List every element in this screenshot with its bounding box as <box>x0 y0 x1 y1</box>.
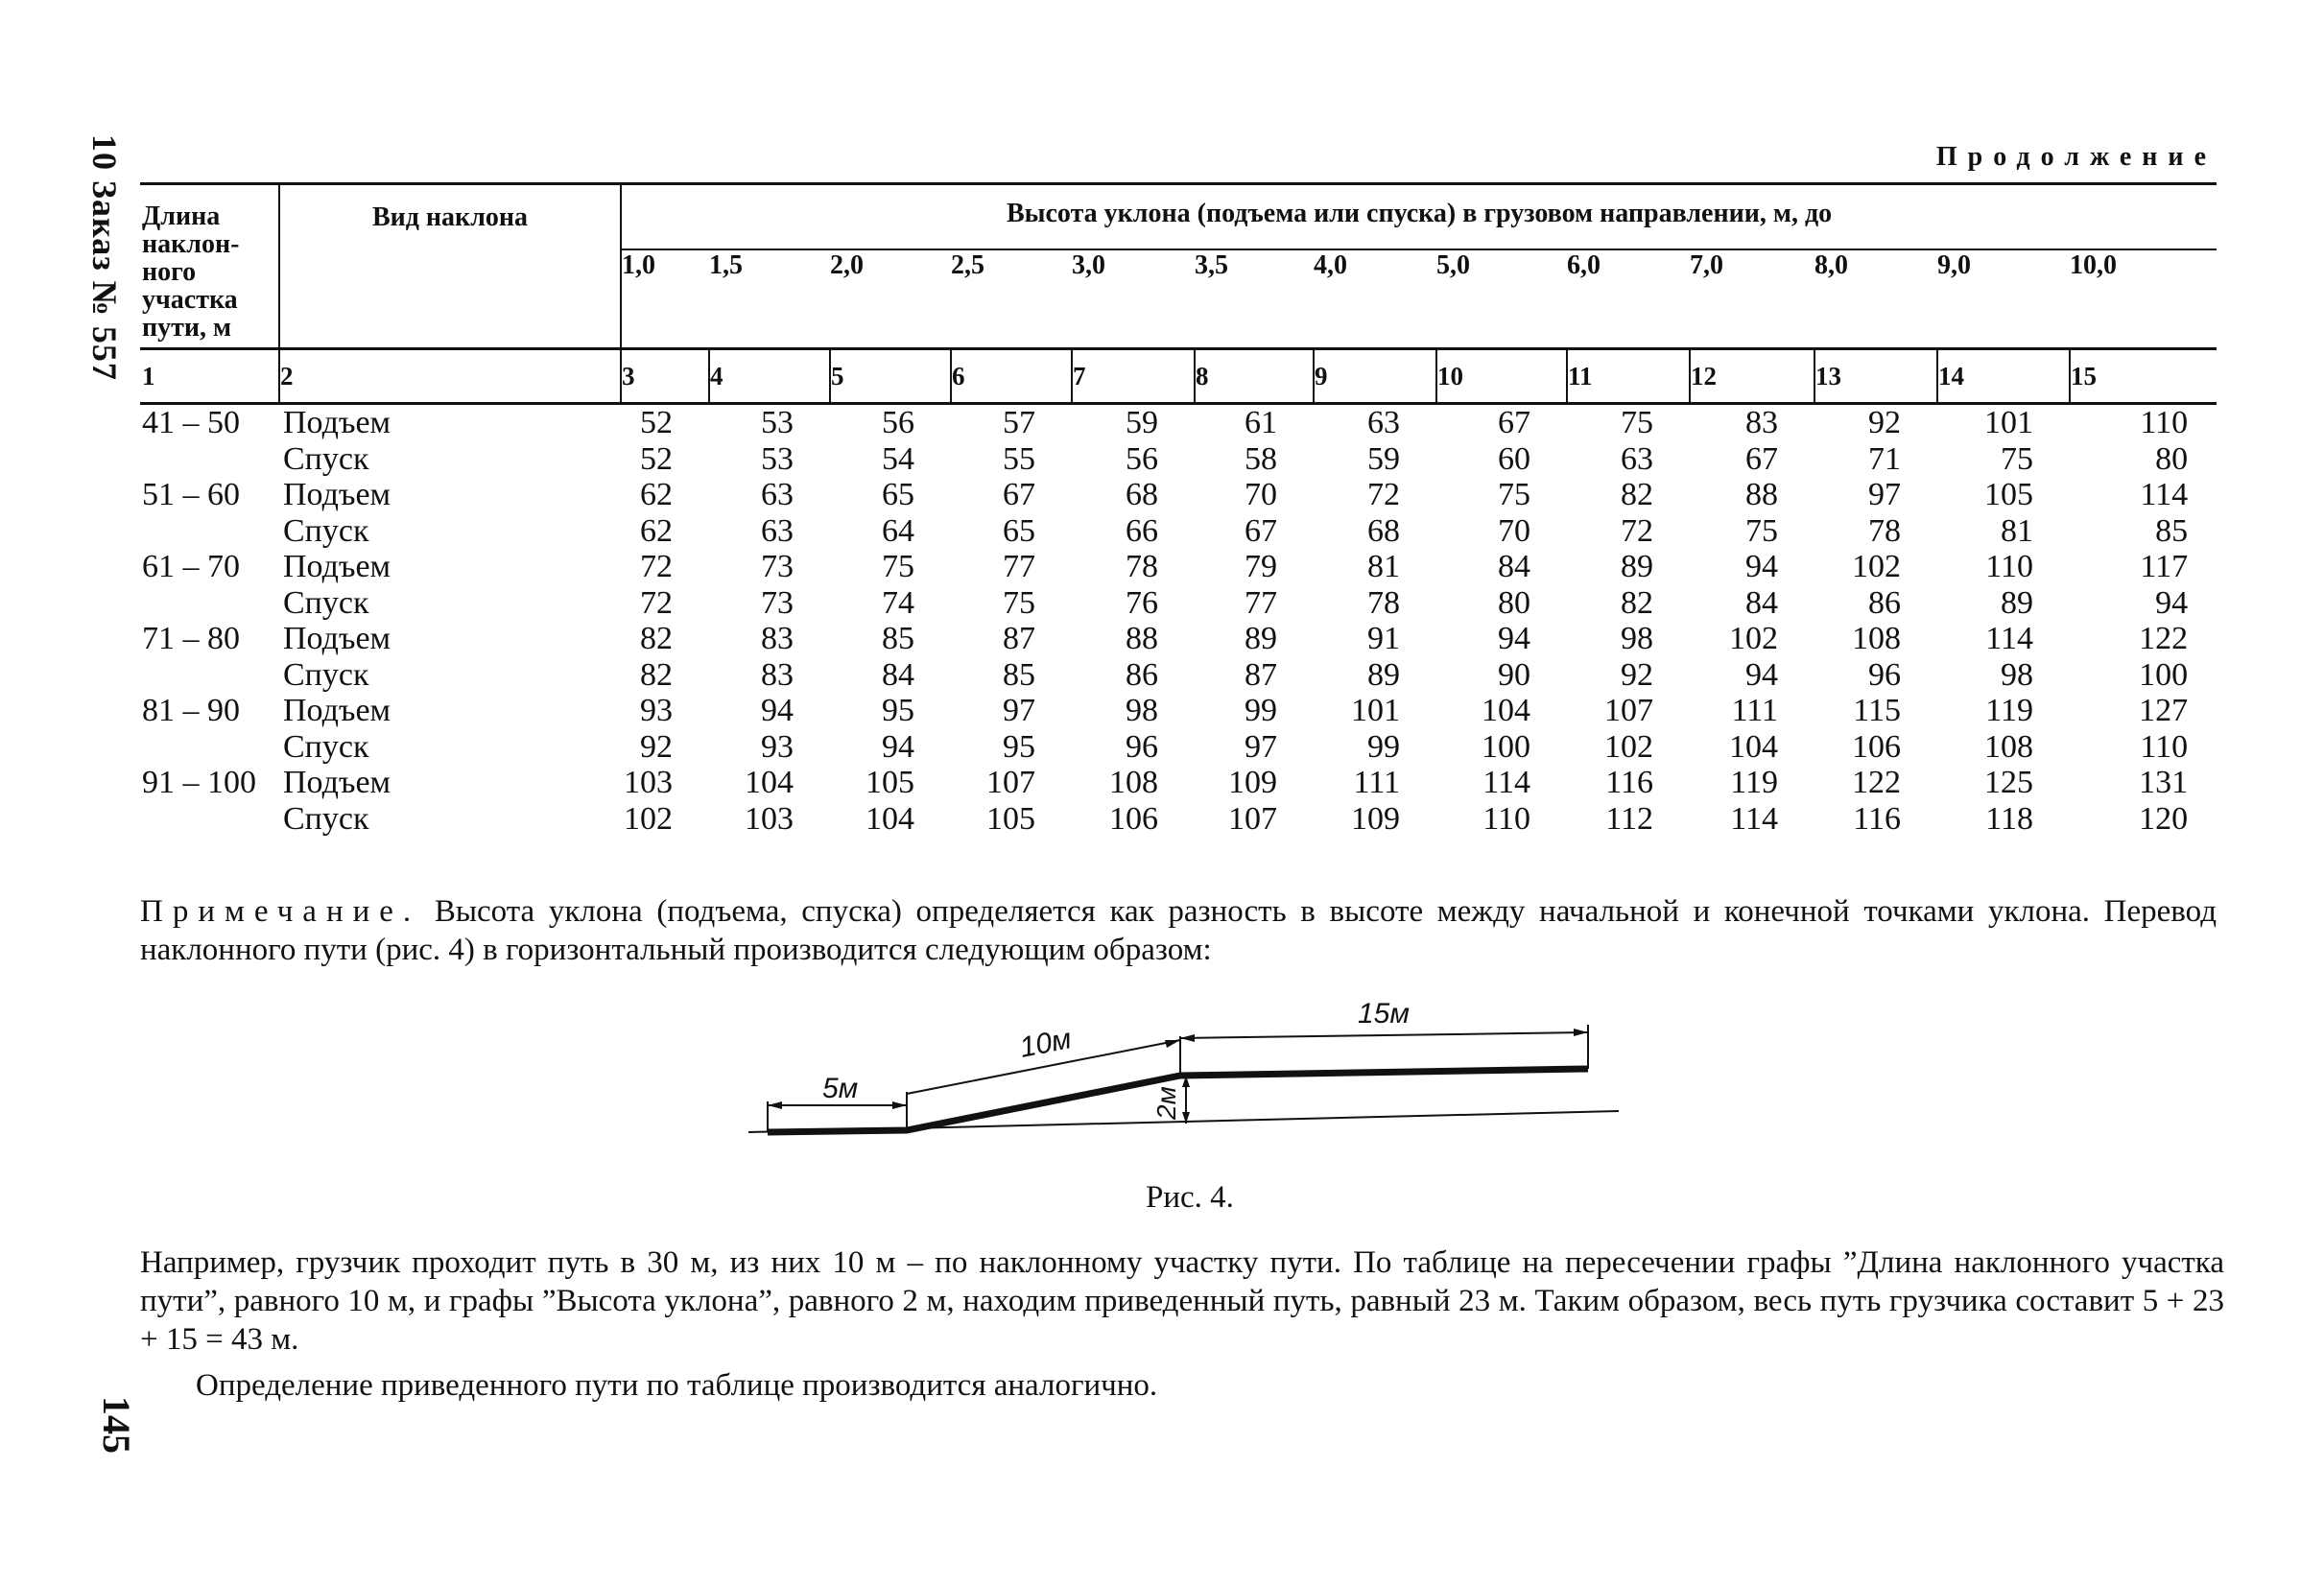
value-cell: 72 <box>1621 512 1653 549</box>
kind-cell: Подъем <box>283 477 391 512</box>
table-row <box>140 801 2217 838</box>
value-cell: 78 <box>1367 584 1400 621</box>
value-cell: 92 <box>1868 405 1901 440</box>
value-cell: 98 <box>1621 621 1653 656</box>
column-number: 6 <box>951 349 1072 404</box>
kind-cell: Спуск <box>283 440 369 477</box>
value-cell: 102 <box>1604 728 1653 765</box>
note-lead: Примечание. <box>140 894 421 929</box>
value-cell: 116 <box>1605 765 1653 800</box>
length-cell: 41 – 50 <box>142 405 240 440</box>
value-cell: 90 <box>1498 656 1530 693</box>
column-header-kind: Вид наклона <box>279 184 621 349</box>
value-cell: 85 <box>882 621 914 656</box>
kind-cell: Спуск <box>283 800 369 837</box>
kind-cell: Спуск <box>283 512 369 549</box>
value-cell: 79 <box>1245 549 1277 584</box>
value-cell: 73 <box>761 549 794 584</box>
column-number: 2 <box>279 349 621 404</box>
note <box>140 892 2217 969</box>
value-cell: 97 <box>1868 477 1901 512</box>
value-cell: 86 <box>1126 656 1158 693</box>
final-paragraph: Определение приведенного пути по таблице производится аналогично. <box>196 1368 1158 1403</box>
value-cell: 54 <box>882 440 914 477</box>
value-cell: 63 <box>1367 405 1400 440</box>
value-cell: 77 <box>1003 549 1035 584</box>
table-body <box>140 404 2217 838</box>
value-cell: 75 <box>1498 477 1530 512</box>
column-header-length: Длина наклон-ного участка пути, м <box>140 184 279 349</box>
value-cell: 65 <box>882 477 914 512</box>
value-cell: 107 <box>986 765 1035 800</box>
height-header: 2,5 <box>951 250 984 281</box>
value-cell: 116 <box>1853 800 1901 837</box>
value-cell: 66 <box>1126 512 1158 549</box>
value-cell: 68 <box>1126 477 1158 512</box>
value-cell: 72 <box>1367 477 1400 512</box>
value-cell: 110 <box>2140 728 2189 765</box>
value-cell: 99 <box>1367 728 1400 765</box>
value-cell: 94 <box>1745 549 1778 584</box>
value-cell: 95 <box>882 693 914 728</box>
table-row <box>140 585 2217 622</box>
kind-cell: Подъем <box>283 405 391 440</box>
value-cell: 77 <box>1245 584 1277 621</box>
value-cell: 94 <box>1745 656 1778 693</box>
value-cell: 82 <box>1621 584 1653 621</box>
value-cell: 80 <box>1498 584 1530 621</box>
label-15m: 15м <box>1358 998 1410 1030</box>
value-cell: 75 <box>1745 512 1778 549</box>
value-cell: 108 <box>1852 621 1901 656</box>
value-cell: 67 <box>1003 477 1035 512</box>
table-row <box>140 477 2217 513</box>
value-cell: 102 <box>1852 549 1901 584</box>
kind-cell: Спуск <box>283 584 369 621</box>
value-cell: 98 <box>2001 656 2033 693</box>
value-cell: 101 <box>1351 693 1400 728</box>
example-text <box>140 1243 2224 1405</box>
value-cell: 83 <box>761 656 794 693</box>
column-number: 13 <box>1814 349 1937 404</box>
label-10m: 10м <box>1017 1023 1075 1064</box>
column-number: 3 <box>621 349 709 404</box>
height-header: 3,0 <box>1072 250 1105 281</box>
value-cell: 110 <box>1482 800 1530 837</box>
value-cell: 114 <box>2140 477 2189 512</box>
value-cell: 71 <box>1868 440 1901 477</box>
value-cell: 125 <box>1984 765 2033 800</box>
value-cell: 70 <box>1245 477 1277 512</box>
value-cell: 122 <box>2139 621 2189 656</box>
value-cell: 75 <box>1003 584 1035 621</box>
value-cell: 127 <box>2139 693 2189 728</box>
length-cell: 71 – 80 <box>142 621 240 656</box>
kind-cell: Подъем <box>283 621 391 656</box>
table-row <box>140 765 2217 801</box>
value-cell: 84 <box>1498 549 1530 584</box>
column-number: 4 <box>709 349 830 404</box>
value-cell: 96 <box>1868 656 1901 693</box>
value-cell: 102 <box>624 800 673 837</box>
table-row <box>140 621 2217 657</box>
length-cell <box>140 801 279 838</box>
value-cell: 76 <box>1126 584 1158 621</box>
value-cell: 89 <box>1621 549 1653 584</box>
length-cell: 91 – 100 <box>142 765 256 800</box>
value-cell: 104 <box>1482 693 1530 728</box>
value-cell: 111 <box>1353 765 1400 800</box>
value-cell: 88 <box>1126 621 1158 656</box>
value-cell: 97 <box>1245 728 1277 765</box>
kind-cell: Подъем <box>283 549 391 584</box>
value-cell: 105 <box>986 800 1035 837</box>
value-cell: 82 <box>640 621 673 656</box>
height-header: 1,0 <box>622 250 655 281</box>
value-cell: 57 <box>1003 405 1035 440</box>
value-cell: 64 <box>882 512 914 549</box>
column-number: 7 <box>1072 349 1195 404</box>
length-cell <box>140 441 279 478</box>
value-cell: 56 <box>1126 440 1158 477</box>
value-cell: 83 <box>761 621 794 656</box>
column-number: 9 <box>1314 349 1436 404</box>
value-cell: 111 <box>1731 693 1778 728</box>
value-cell: 53 <box>761 405 794 440</box>
value-cell: 120 <box>2139 800 2189 837</box>
value-cell: 119 <box>1985 693 2033 728</box>
value-cell: 118 <box>1985 800 2033 837</box>
value-cell: 107 <box>1228 800 1277 837</box>
value-cell: 52 <box>640 440 673 477</box>
value-cell: 92 <box>640 728 673 765</box>
continuation-label: Продолжение <box>1935 142 2217 172</box>
column-number: 8 <box>1195 349 1314 404</box>
value-cell: 94 <box>2155 584 2189 621</box>
column-number: 11 <box>1567 349 1690 404</box>
value-cell: 67 <box>1245 512 1277 549</box>
value-cell: 110 <box>2140 405 2189 440</box>
value-cell: 85 <box>1003 656 1035 693</box>
value-cell: 63 <box>761 512 794 549</box>
value-cell: 89 <box>1367 656 1400 693</box>
kind-cell: Подъем <box>283 693 391 728</box>
table-row <box>140 404 2217 441</box>
column-number: 5 <box>830 349 951 404</box>
dim-15m <box>1180 1032 1588 1038</box>
height-header: 3,5 <box>1195 250 1228 281</box>
column-number: 12 <box>1690 349 1814 404</box>
height-header: 1,5 <box>709 250 743 281</box>
figure-caption: Рис. 4. <box>1146 1180 1234 1215</box>
value-cell: 68 <box>1367 512 1400 549</box>
example-paragraph: Например, грузчик проходит путь в 30 м, из них 10 м – по наклонному участку пути. По таблице на пересечении графы ”Длина наклонного участка пути”, равного 10 м, и графы ”Высота уклона”, равного 2 м, находим приведенный путь, равный 23 м. Таким образом, весь путь грузчика составит 5 + 23 + 15 = 43 м. <box>140 1245 2224 1357</box>
length-cell: 51 – 60 <box>142 477 240 512</box>
value-cell: 99 <box>1245 693 1277 728</box>
value-cell: 94 <box>882 728 914 765</box>
value-cell: 62 <box>640 512 673 549</box>
value-cell: 67 <box>1498 405 1530 440</box>
length-cell <box>140 729 279 766</box>
value-cell: 104 <box>1729 728 1778 765</box>
value-cell: 100 <box>2139 656 2189 693</box>
length-cell <box>140 657 279 694</box>
value-cell: 94 <box>761 693 794 728</box>
column-number: 15 <box>2070 349 2217 404</box>
value-cell: 83 <box>1745 405 1778 440</box>
value-cell: 59 <box>1367 440 1400 477</box>
value-cell: 103 <box>624 765 673 800</box>
value-cell: 87 <box>1003 621 1035 656</box>
value-cell: 98 <box>1126 693 1158 728</box>
value-cell: 112 <box>1605 800 1653 837</box>
length-cell: 81 – 90 <box>142 693 240 728</box>
value-cell: 109 <box>1351 800 1400 837</box>
value-cell: 97 <box>1003 693 1035 728</box>
value-cell: 72 <box>640 549 673 584</box>
table-row <box>140 441 2217 478</box>
column-header-heights: Высота уклона (подъема или спуска) в грузовом направлении, м, до <box>621 184 2217 250</box>
value-cell: 100 <box>1482 728 1530 765</box>
value-cell: 82 <box>1621 477 1653 512</box>
column-number: 1 <box>140 349 279 404</box>
value-cell: 78 <box>1126 549 1158 584</box>
value-cell: 75 <box>882 549 914 584</box>
value-cell: 62 <box>640 477 673 512</box>
value-cell: 101 <box>1984 405 2033 440</box>
value-cell: 55 <box>1003 440 1035 477</box>
value-cell: 80 <box>2155 440 2189 477</box>
length-cell <box>140 513 279 550</box>
value-cell: 93 <box>640 693 673 728</box>
value-cell: 53 <box>761 440 794 477</box>
length-cell: 61 – 70 <box>142 549 240 584</box>
value-cell: 89 <box>1245 621 1277 656</box>
height-header: 7,0 <box>1690 250 1723 281</box>
value-cell: 58 <box>1245 440 1277 477</box>
value-cell: 74 <box>882 584 914 621</box>
value-cell: 81 <box>1367 549 1400 584</box>
column-number: 14 <box>1937 349 2070 404</box>
label-2m: 2м <box>1151 1086 1181 1120</box>
value-cell: 88 <box>1745 477 1778 512</box>
length-cell <box>140 585 279 622</box>
value-cell: 103 <box>745 800 794 837</box>
side-label: 10 Заказ № 557 <box>85 134 124 381</box>
value-cell: 107 <box>1604 693 1653 728</box>
kind-cell: Спуск <box>283 728 369 765</box>
value-cell: 106 <box>1852 728 1901 765</box>
table-row <box>140 693 2217 729</box>
value-cell: 122 <box>1852 765 1901 800</box>
value-cell: 84 <box>882 656 914 693</box>
page-number: 145 <box>95 1396 138 1454</box>
value-cell: 87 <box>1245 656 1277 693</box>
value-cell: 104 <box>866 800 914 837</box>
value-cell: 92 <box>1621 656 1653 693</box>
height-header: 8,0 <box>1814 250 1848 281</box>
value-cell: 73 <box>761 584 794 621</box>
value-cell: 78 <box>1868 512 1901 549</box>
value-cell: 114 <box>1482 765 1530 800</box>
value-cell: 72 <box>640 584 673 621</box>
slope-table <box>140 182 2217 837</box>
slope-figure <box>744 998 1626 1151</box>
value-cell: 59 <box>1126 405 1158 440</box>
value-cell: 104 <box>745 765 794 800</box>
column-number: 10 <box>1436 349 1567 404</box>
kind-cell: Спуск <box>283 656 369 693</box>
value-cell: 102 <box>1729 621 1778 656</box>
value-cell: 61 <box>1245 405 1277 440</box>
height-header: 2,0 <box>830 250 864 281</box>
value-cell: 85 <box>2155 512 2189 549</box>
value-cell: 115 <box>1853 693 1901 728</box>
value-cell: 109 <box>1228 765 1277 800</box>
table-row <box>140 513 2217 550</box>
value-cell: 75 <box>1621 405 1653 440</box>
value-cell: 82 <box>640 656 673 693</box>
kind-cell: Подъем <box>283 765 391 800</box>
value-cell: 94 <box>1498 621 1530 656</box>
table-row <box>140 549 2217 585</box>
value-cell: 114 <box>1730 800 1778 837</box>
value-cell: 96 <box>1126 728 1158 765</box>
table-row <box>140 729 2217 766</box>
height-header: 6,0 <box>1567 250 1601 281</box>
table-row <box>140 657 2217 694</box>
column-numbers-row <box>140 349 2217 404</box>
note-text: Высота уклона (подъема, спуска) определяется как разность в высоте между начальной и конечной точками уклона. Перевод наклонного пути (рис. 4) в горизонтальный производится следующим образом: <box>140 894 2217 967</box>
value-cell: 89 <box>2001 584 2033 621</box>
value-cell: 63 <box>1621 440 1653 477</box>
value-cell: 91 <box>1367 621 1400 656</box>
label-5m: 5м <box>822 1073 859 1104</box>
value-cell: 84 <box>1745 584 1778 621</box>
value-cell: 119 <box>1730 765 1778 800</box>
value-cell: 110 <box>1985 549 2033 584</box>
value-cell: 108 <box>1984 728 2033 765</box>
value-cell: 95 <box>1003 728 1035 765</box>
height-header: 5,0 <box>1436 250 1470 281</box>
value-cell: 117 <box>2140 549 2189 584</box>
value-cell: 86 <box>1868 584 1901 621</box>
value-cell: 105 <box>1984 477 2033 512</box>
height-header: 4,0 <box>1314 250 1347 281</box>
value-cell: 114 <box>1985 621 2033 656</box>
value-cell: 131 <box>2139 765 2189 800</box>
value-cell: 60 <box>1498 440 1530 477</box>
value-cell: 63 <box>761 477 794 512</box>
value-cell: 81 <box>2001 512 2033 549</box>
value-cell: 70 <box>1498 512 1530 549</box>
height-header: 9,0 <box>1937 250 1971 281</box>
value-cell: 106 <box>1109 800 1158 837</box>
value-cell: 93 <box>761 728 794 765</box>
value-cell: 65 <box>1003 512 1035 549</box>
value-cell: 52 <box>640 405 673 440</box>
value-cell: 108 <box>1109 765 1158 800</box>
value-cell: 56 <box>882 405 914 440</box>
value-cell: 67 <box>1745 440 1778 477</box>
value-cell: 75 <box>2001 440 2033 477</box>
value-cell: 105 <box>866 765 914 800</box>
height-header: 10,0 <box>2070 250 2117 281</box>
